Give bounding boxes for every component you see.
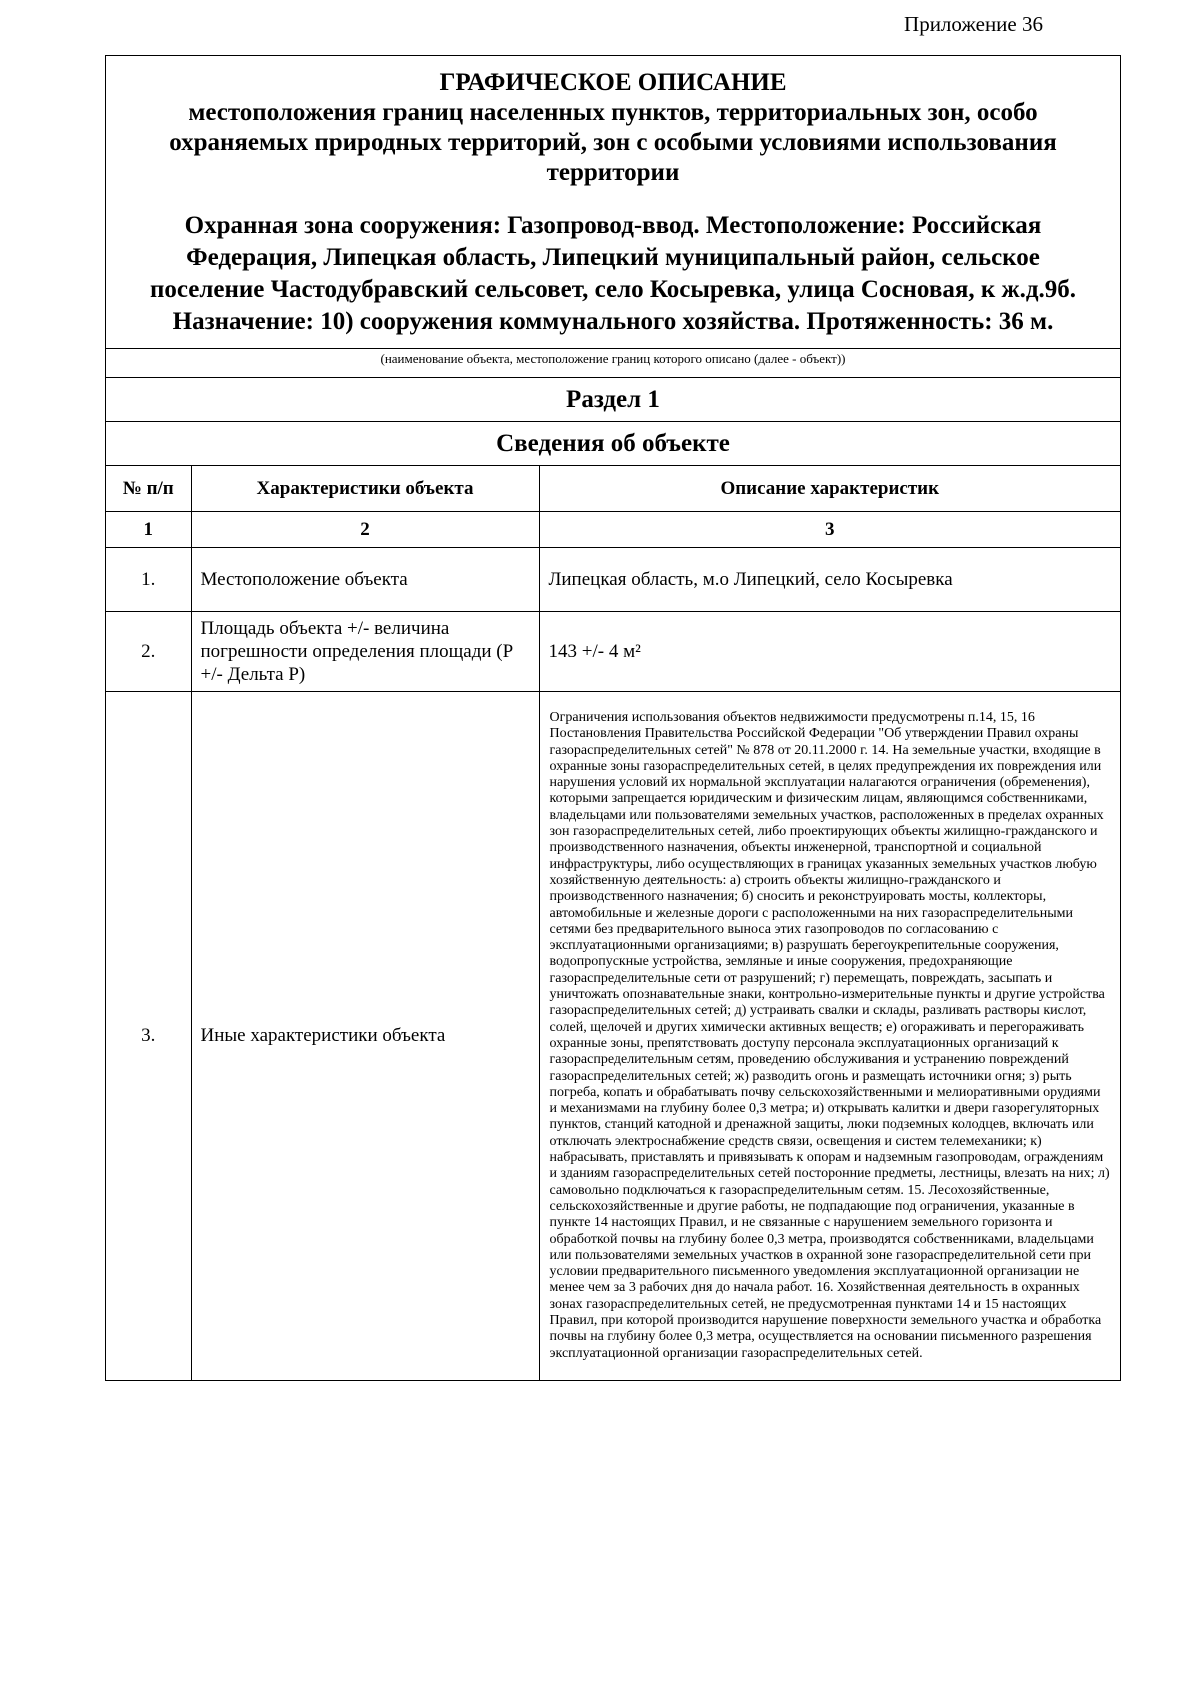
document-title: ГРАФИЧЕСКОЕ ОПИСАНИЕ bbox=[439, 69, 787, 96]
caption-row bbox=[106, 348, 1120, 377]
table-row bbox=[106, 612, 1120, 692]
document-subtitle: местоположения границ населенных пунктов, территориальных зон, особо охраняемых природных территорий, зон с особыми условиями использования территории bbox=[169, 99, 1057, 186]
row-description: Ограничения использования объектов недвижимости предусмотрены п.14, 15, 16 Постановления Правительства Российской Федерации "Об утверждении Правил охраны газораспределительных сетей" № 878 от 20.11.2000 г. 14. На земельные участки, входящие в охранные зоны газораспределительных сетей, в целях предупреждения их повреждения или нарушения условий их нормальной эксплуатации налагаются ограничения (обременения), которыми запрещается юридическим и физическим лицам, являющимся собственниками, владельцами или пользователями земельных участков, расположенных в пределах охранных зон газораспределительных сетей, либо проектирующих объекты жилищно-гражданского и производственного назначения, объекты инженерной, транспортной и социальной инфраструктуры, либо осуществляющих в границах указанных земельных участков любую хозяйственную деятельность: а) строить объекты жилищно-гражданского и производственного назначения; б) сносить и реконструировать мосты, коллекторы, автомобильные и железные дороги с расположенными на них газораспределительными сетями без предварительного выноса этих газопроводов по согласованию с эксплуатационными организациями; в) разрушать берегоукрепительные сооружения, водопропускные устройства, земляные и иные сооружения, предохраняющие газораспределительные сети от разрушений; г) перемещать, повреждать, засыпать и уничтожать опознавательные знаки, контрольно-измерительные пункты и другие устройства газораспределительных сетей; д) устраивать свалки и склады, разливать растворы кислот, солей, щелочей и других химически активных веществ; е) огораживать и перегораживать охранные зоны, препятствовать доступу персонала эксплуатационных организаций к газораспределительным сетям, проведению обслуживания и устранению повреждений газораспределительных сетей; ж) разводить огонь и размещать источники огня; з) рыть погреба, копать и обрабатывать почву сельскохозяйственными и мелиоративными орудиями и механизмами на глубину более 0,3 метра; и) открывать калитки и двери газорегуляторных пунктов, станций катодной и дренажной защиты, люки подземных колодцев, включать или отключать электроснабжение средств связи, освещения и систем телемеханики; к) набрасывать, приставлять и привязывать к опорам и надземным газопроводам, ограждениям и зданиям газораспределительных сетей посторонние предметы, лестницы, влезать на них; л) самовольно подключаться к газораспределительным сетям. 15. Лесохозяйственные, сельскохозяйственные и другие работы, не подпадающие под ограничения, указанные в пункте 14 настоящих Правил, и не связанные с нарушением земельного горизонта и обработкой почвы на глубину более 0,3 метра, производятся собственниками, владельцами или пользователями земельных участков в охранной зоне газораспределительной сети при условии предварительного письменного уведомления эксплуатационной организации не менее чем за 3 рабочих дня до начала работ. 16. Хозяйственная деятельность в охранных зонах газораспределительных сетей, не предусмотренная пунктами 14 и 15 настоящих Правил, при которой производится нарушение поверхности земельного участка и обработка почвы на глубину более 0,3 метра, осуществляется на основании письменного разрешения эксплуатационной организации газораспределительных сетей. bbox=[539, 692, 1120, 1380]
column-number: 2 bbox=[191, 512, 539, 548]
column-number: 1 bbox=[106, 512, 191, 548]
row-characteristic: Площадь объекта +/- величина погрешности определения площади (P +/- Дельта P) bbox=[191, 612, 539, 692]
header-characteristics: Характеристики объекта bbox=[191, 466, 539, 512]
table-row bbox=[106, 548, 1120, 612]
table-header-row bbox=[106, 466, 1120, 512]
row-number: 2. bbox=[106, 612, 191, 692]
row-number: 3. bbox=[106, 692, 191, 1380]
object-description: Охранная зона сооружения: Газопровод-ввод. Местоположение: Российская Федерация, Липецкая область, Липецкий муниципальный район, сельское поселение Частодубравский сельсовет, село Косыревка, улица Сосновая, к ж.д.9б. Назначение: 10) сооружения коммунального хозяйства. Протяженность: 36 м. bbox=[149, 212, 1077, 335]
row-characteristic: Местоположение объекта bbox=[191, 548, 539, 612]
column-number-row bbox=[106, 512, 1120, 548]
row-number: 1. bbox=[106, 548, 191, 612]
section-title: Раздел 1 bbox=[106, 378, 1120, 422]
row-description: Липецкая область, м.о Липецкий, село Косыревка bbox=[539, 548, 1120, 612]
row-characteristic: Иные характеристики объекта bbox=[191, 692, 539, 1380]
header-num: № п/п bbox=[106, 466, 191, 512]
document-header bbox=[106, 56, 1120, 378]
table-row bbox=[106, 692, 1120, 1380]
section-subtitle: Сведения об объекте bbox=[106, 422, 1120, 466]
header-description: Описание характеристик bbox=[539, 466, 1120, 512]
document-frame bbox=[105, 55, 1121, 1381]
object-caption: (наименование объекта, местоположение границ которого описано (далее - объект)) bbox=[380, 351, 846, 366]
column-number: 3 bbox=[539, 512, 1120, 548]
appendix-label: Приложение 36 bbox=[904, 12, 1043, 36]
row-description: 143 +/- 4 м² bbox=[539, 612, 1120, 692]
characteristics-table bbox=[106, 466, 1120, 1380]
